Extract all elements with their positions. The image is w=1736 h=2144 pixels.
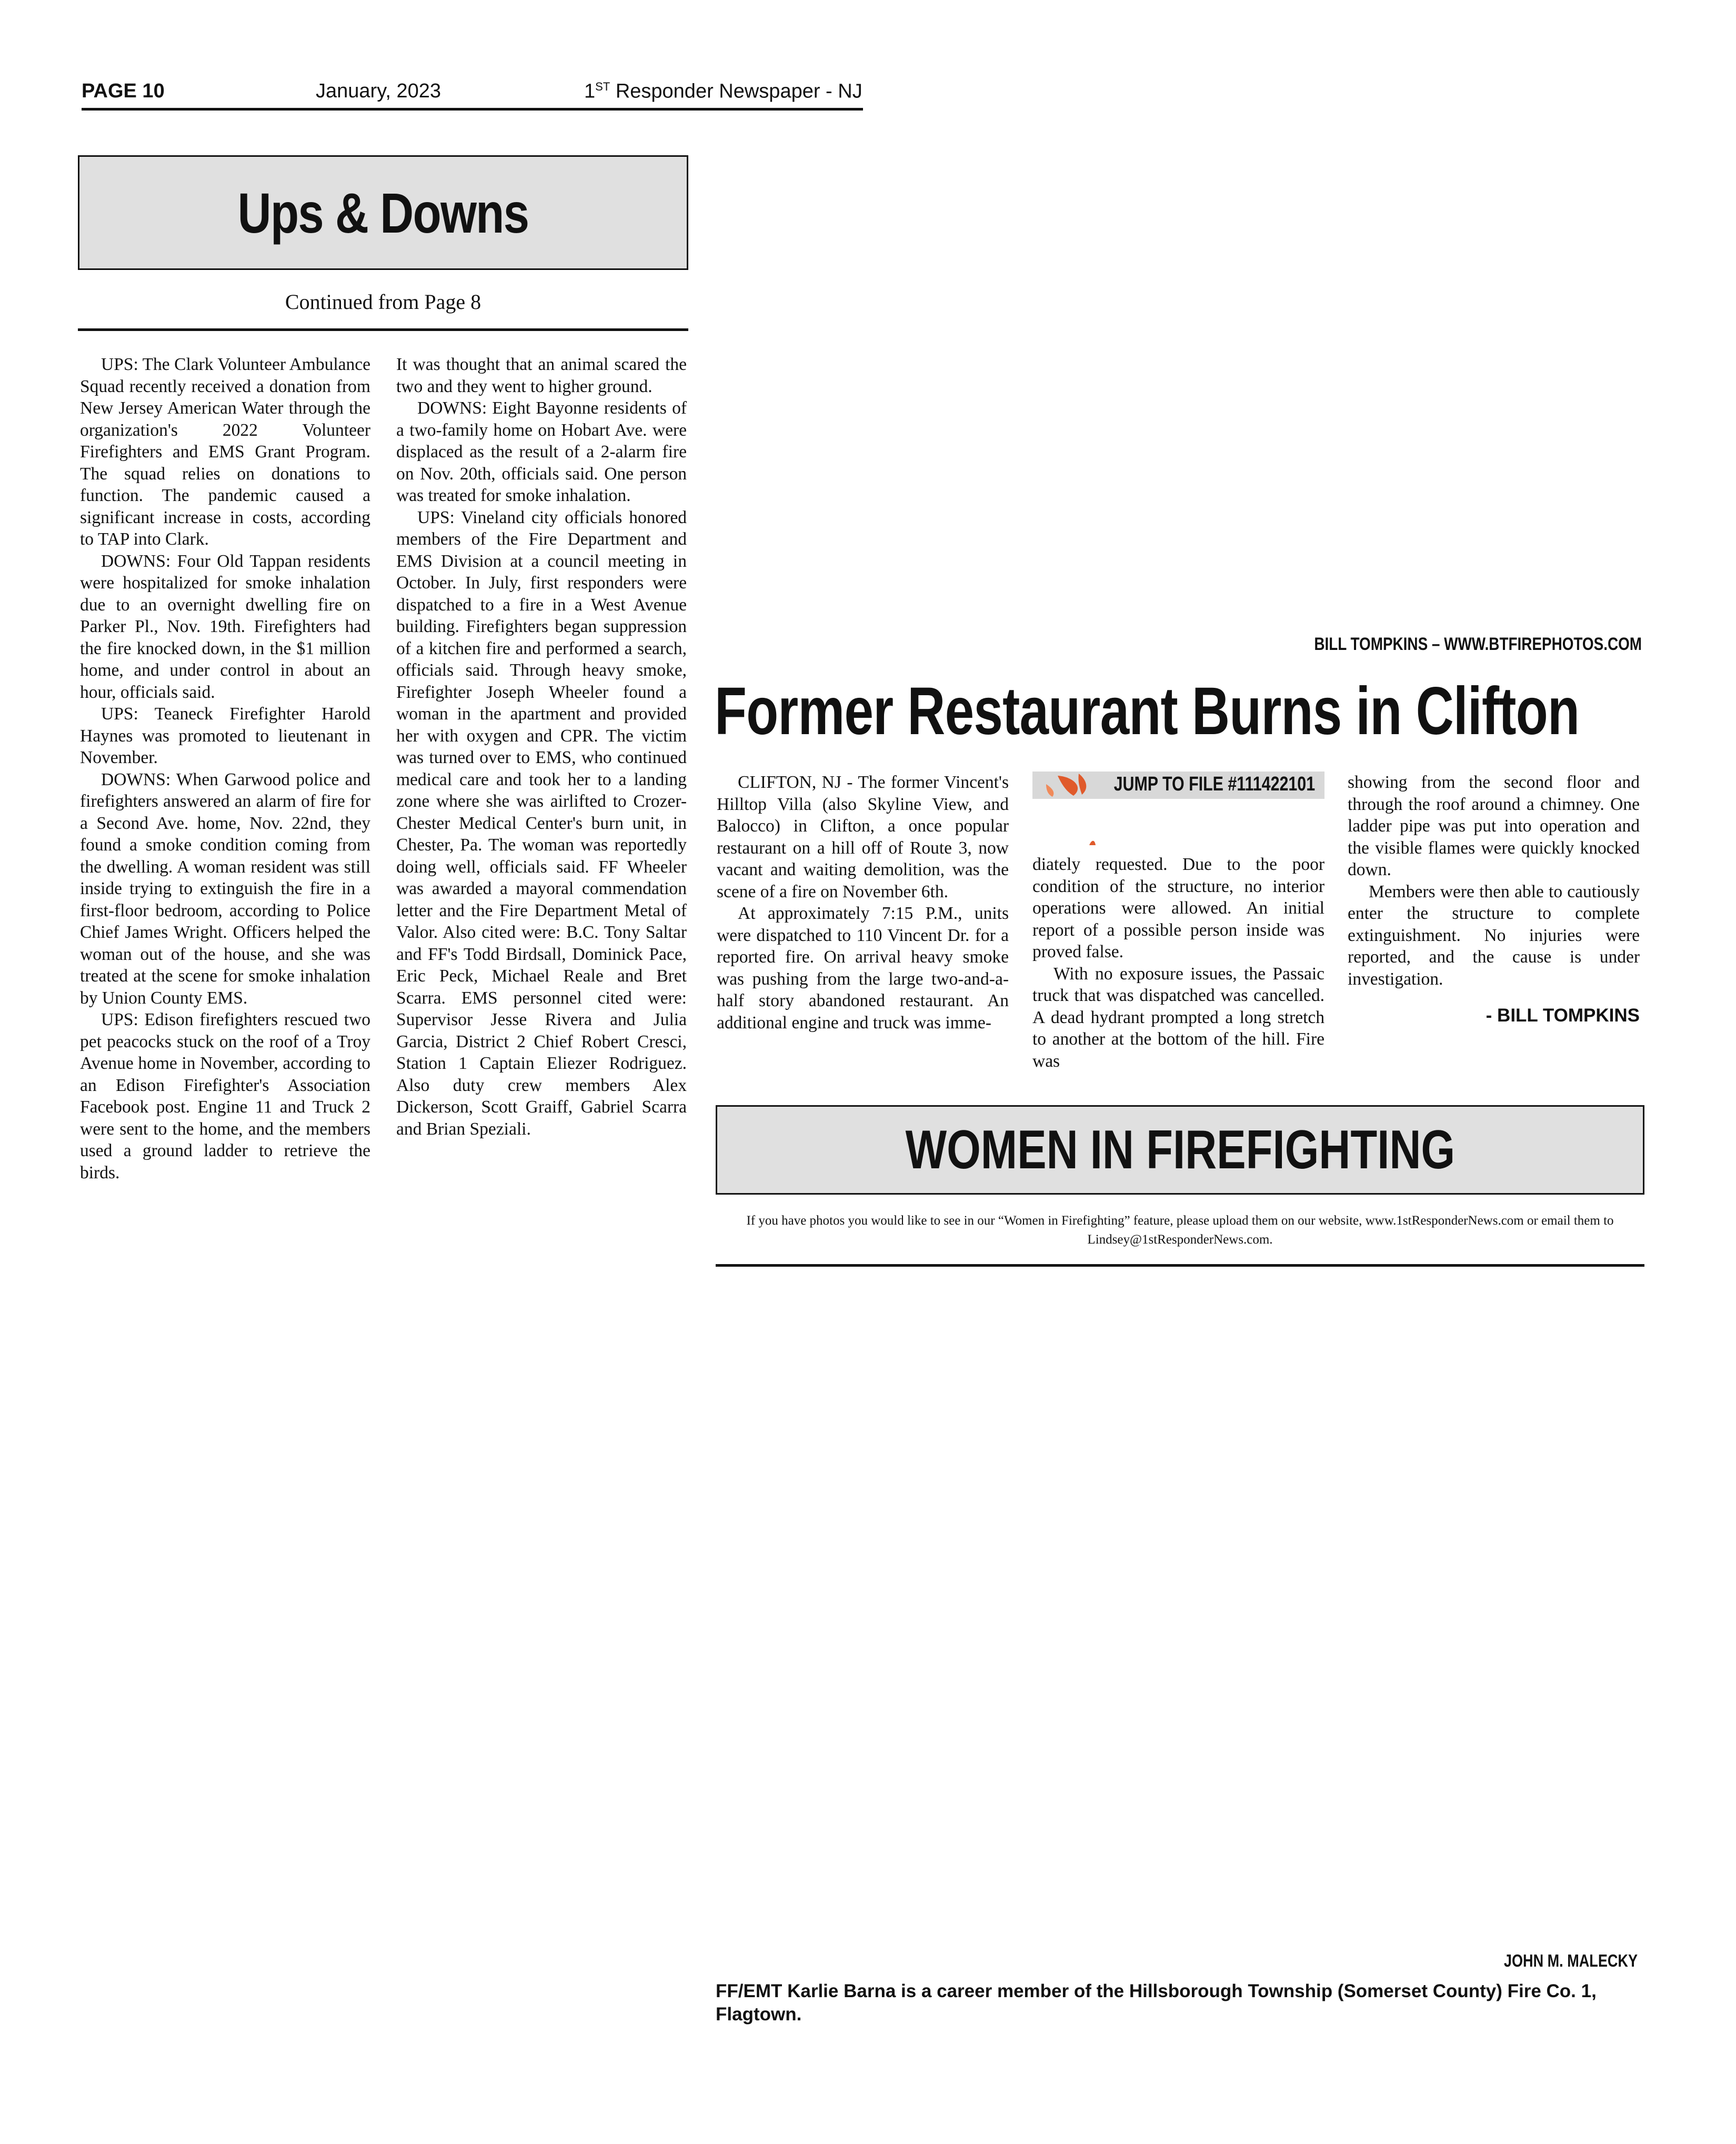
photo-credit: BILL TOMPKINS – WWW.BTFIREPHOTOS.COM <box>1314 634 1642 654</box>
paragraph: diately requested. Due to the poor condition of the structure, no interior operations were allowed. An initial report of a possible person inside was proved false. <box>1032 855 1324 961</box>
newspaper-name-sup: ST <box>595 80 610 93</box>
ups-downs-column-2 <box>396 354 687 1140</box>
women-in-firefighting-box <box>716 1105 1644 1195</box>
continued-note: Continued from Page 8 <box>285 290 481 314</box>
story-column-1 <box>717 772 1009 1034</box>
newspaper-name <box>584 80 862 103</box>
section-rule <box>716 1264 1644 1267</box>
paragraph: With no exposure issues, the Passaic truck that was dispatched was cancelled. A dead hydrant prompted a long stretch to another at the bottom of the hill. Fire was <box>1032 964 1324 1071</box>
paragraph: UPS: The Clark Volunteer Ambulance Squad recently received a donation from New Jersey American Water through the organization's 2022 Volunteer Firefighters and EMS Grant Program. The squad relies on donations to function. The pandemic caused a significant increase in costs, according to TAP into Clark. <box>80 355 370 549</box>
paragraph: DOWNS: When Garwood police and firefighters answered an alarm of fire for a Second Ave. home, Nov. 22nd, they found a smoke condition coming from the dwelling. A woman resident was still inside trying to extinguish the fire in a first-floor bedroom, according to Police Chief James Wright. Officers helped the woman out of the house, and she was treated at the scene for smoke inhalation by Union County EMS. <box>80 769 370 1008</box>
jump-text: JUMP TO FILE #111422101 <box>1113 773 1315 795</box>
paragraph: UPS: Vineland city officials honored members of the Fire Department and EMS Division at a council meeting in October. In July, first responders were dispatched to a fire in a West Avenue building. Firefighters began suppression of a kitchen fire and performed a search, officials said. Through heavy smoke, Firefighter Joseph Wheeler found a woman in the apartment and provided her with oxygen and CPR. The victim was turned over to EMS, who continued medical care and took her to a landing zone where she was airlifted to Crozer-Chester Medical Center's burn unit, in Chester, Pa. The woman was reportedly doing well, officials said. FF Wheeler was awarded a mayoral commendation letter and the Fire Department Metal of Valor. Also cited were: B.C. Tony Saltar and FF's Todd Birdsall, Dominick Pace, Eric Peck, Michael Reale and Bret Scarra. EMS personnel cited were: Supervisor Jesse Rivera and Julia Garcia, District 2 Chief Robert Cresci, Station 1 Captain Eliezer Rodriguez. Also duty crew members Alex Dickerson, Scott Graiff, Gabriel Scarra and Brian Speziali. <box>396 507 687 1139</box>
jump-to-file-link[interactable] <box>1032 772 1324 850</box>
ups-downs-title-box <box>78 155 688 270</box>
paragraph: UPS: Teaneck Firefighter Harold Haynes was promoted to lieutenant in November. <box>80 704 370 767</box>
submission-note: If you have photos you would like to see in our “Women in Firefighting” feature, please upload them on our website, www.1stResponderNews.com or email them to Lindsey@1stResponderNews.com. <box>746 1214 1614 1247</box>
photo-credit: JOHN M. MALECKY <box>1503 1951 1638 1970</box>
story-column-3 <box>1348 772 1640 1027</box>
photo-caption: FF/EMT Karlie Barna is a career member of the Hillsborough Township (Somerset County) Fire Co. 1, Flagtown. <box>716 1981 1597 2025</box>
women-in-firefighting-title: WOMEN IN FIREFIGHTING <box>905 1119 1455 1180</box>
ups-downs-title: Ups & Downs <box>237 181 529 245</box>
paragraph: It was thought that an animal scared the two and they went to higher ground. <box>396 355 687 396</box>
section-rule <box>78 328 688 331</box>
paragraph: showing from the second floor and through the roof around a chimney. One ladder pipe was put into operation and the visible flames were quickly knocked down. <box>1348 773 1640 879</box>
page-number: PAGE 10 <box>82 80 165 102</box>
paragraph: DOWNS: Four Old Tappan residents were hospitalized for smoke inhalation due to an overnight dwelling fire on Parker Pl., Nov. 19th. Firefighters had the fire knocked down, in the $1 million home, and under control in about an hour, officials said. <box>80 551 370 702</box>
newspaper-name-num: 1 <box>584 80 596 103</box>
paragraph: Members were then able to cautiously enter the structure to complete extinguishment. No injuries were reported, and the cause is under investigation. <box>1348 881 1640 989</box>
header-rule <box>82 108 863 111</box>
story-headline: Former Restaurant Burns in Clifton <box>715 674 1580 749</box>
ups-downs-column-1 <box>80 354 370 1184</box>
paragraph: UPS: Edison firefighters rescued two pet peacocks stuck on the roof of a Troy Avenue home in November, according to an Edison Firefighter's Association Facebook post. Engine 11 and Truck 2 were sent to the home, and the members used a ground ladder to retrieve the birds. <box>80 1010 370 1183</box>
paragraph: CLIFTON, NJ - The former Vincent's Hilltop Villa (also Skyline View, and Balocco) in Clifton, a once popular restaurant on a hill off of Route 3, now vacant and waiting demolition, was the scene of a fire on November 6th. <box>717 773 1009 901</box>
newspaper-name-rest: Responder Newspaper - NJ <box>615 80 862 103</box>
paragraph: At approximately 7:15 P.M., units were dispatched to 110 Vincent Dr. for a reported fire. On arrival heavy smoke was pushing from the large two-and-a-half story abandoned restaurant. An additional engine and truck was imme- <box>717 904 1009 1033</box>
story-column-2 <box>1032 772 1324 1072</box>
byline: - BILL TOMPKINS <box>1486 1005 1640 1026</box>
paragraph: DOWNS: Eight Bayonne residents of a two-family home on Hobart Ave. were displaced as the result of a 2-alarm fire on Nov. 20th, officials said. One person was treated for smoke inhalation. <box>396 398 687 505</box>
issue-date: January, 2023 <box>316 80 441 102</box>
